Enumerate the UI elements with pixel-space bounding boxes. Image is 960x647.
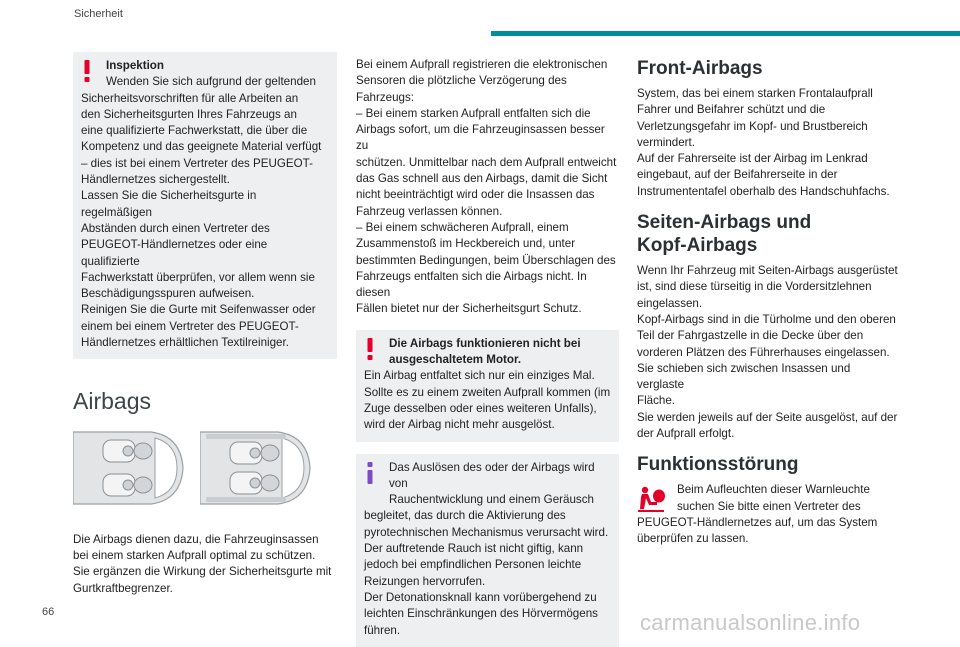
info-line: Das Auslösen des oder der Airbags wird von xyxy=(389,460,595,490)
vehicle-cabin-side-illustration xyxy=(200,426,312,510)
front-text-line: eingebaut, auf der Beifahrerseite in der xyxy=(637,168,838,182)
side-text-line: Wenn Ihr Fahrzeug mit Seiten-Airbags ausgerüstet xyxy=(637,264,898,278)
info-line: führen. xyxy=(364,623,401,637)
deployment-text-line: Fällen bietet nur der Sicherheitsgurt Schutz. xyxy=(356,302,582,316)
info-line: begleitet, das durch die Aktivierung des xyxy=(364,509,566,523)
fault-text-line: Beim Aufleuchten dieser Warnleuchte xyxy=(677,483,870,497)
side-text-line: Teil der Fahrgastzelle in die Decke über den xyxy=(637,329,864,343)
front-text-line: vermindert. xyxy=(637,135,695,149)
warning-line: wird der Airbag nicht mehr ausgelöst. xyxy=(364,418,555,432)
side-text-line: ist, sind diese türseitig in die Vordersitzlehnen xyxy=(637,280,872,294)
column-middle xyxy=(356,57,619,647)
info-line: jedoch bei empfindlichen Personen leichte xyxy=(364,558,582,572)
warning-title: ausgeschaltetem Motor. xyxy=(389,353,522,367)
warning-title: Die Airbags funktionieren nicht bei xyxy=(389,336,581,350)
inspection-line: Reinigen Sie die Gurte mit Seifenwasser oder xyxy=(81,303,316,317)
front-airbags-heading: Front-Airbags xyxy=(637,58,763,79)
info-icon xyxy=(364,462,376,484)
inspection-title: Inspektion xyxy=(106,59,164,72)
inspection-line: Sicherheitsvorschriften für alle Arbeiten an xyxy=(81,91,299,105)
inspection-line: Fachwerkstatt überprüfen, vor allem wenn sie xyxy=(81,270,315,284)
inspection-line: PEUGEOT-Händlernetzes oder eine qualifizierte xyxy=(81,238,268,268)
deployment-text-line: Bei einem Aufprall registrieren die elektronischen xyxy=(356,58,608,71)
inspection-line: Beschädigungsspuren aufweisen. xyxy=(81,287,255,301)
inspection-line: Kompetenz und das geeignete Material verfügt xyxy=(81,140,322,154)
header-accent-bar xyxy=(491,31,960,36)
inspection-line: eine qualifizierte Fachwerkstatt, die über die xyxy=(81,124,308,138)
column-left xyxy=(73,52,337,597)
airbags-text-line: Die Airbags dienen dazu, die Fahrzeuginsassen xyxy=(73,532,319,546)
smoke-info-box xyxy=(356,454,619,647)
info-line: leichten Einschränkungen des Hörvermögens xyxy=(364,607,598,621)
warning-line: Zuge desselben oder eines weiteren Unfalls), xyxy=(364,401,597,415)
airbag-warning-light-icon xyxy=(637,485,667,513)
info-line: Der auftretende Rauch ist nicht giftig, kann xyxy=(364,542,584,556)
side-text-line: eingelassen. xyxy=(637,296,703,310)
front-text-line: Verletzungsgefahr im Kopf- und Brustbereich xyxy=(637,119,868,133)
deployment-text-line: Airbags sofort, um die Fahrzeuginsassen besser zu xyxy=(356,123,605,153)
side-text-line: Fläche. xyxy=(637,394,676,408)
deployment-text-line: Sensoren die plötzliche Verzögerung des xyxy=(356,74,567,88)
fault-text-line: suchen Sie bitte einen Vertreter des xyxy=(677,499,861,513)
deployment-text-line: – Bei einem schwächeren Aufprall, einem xyxy=(356,220,569,234)
info-line: Rauchentwicklung und einem Geräusch xyxy=(389,493,594,507)
side-text-line: Sie schieben sich zwischen Insassen und verglaste xyxy=(637,361,851,392)
deployment-text-line: schützen. Unmittelbar nach dem Aufprall entweicht xyxy=(356,155,617,169)
vehicle-cabin-front-illustration xyxy=(73,426,185,510)
airbags-text-line: Sie ergänzen die Wirkung der Sicherheitsgurte mit xyxy=(73,565,332,579)
fault-text-line: PEUGEOT-Händlernetzes auf, um das System xyxy=(637,515,878,529)
deployment-text-line: nicht beeinträchtigt wird oder die Insassen das xyxy=(356,188,595,202)
side-heading-line: Seiten-Airbags und xyxy=(637,212,812,234)
warning-line: Ein Airbag entfaltet sich nur ein einziges Mal. xyxy=(364,369,595,383)
inspection-line: den Sicherheitsgurten Ihres Fahrzeugs an xyxy=(81,107,297,121)
warning-exclamation-icon xyxy=(81,60,93,82)
airbags-text-line: Gurtkraftbegrenzer. xyxy=(73,581,173,595)
watermark: carmanualsonline.info xyxy=(640,610,861,635)
info-line: Der Detonationsknall kann vorübergehend zu xyxy=(364,590,597,604)
deployment-text-line: Fahrzeug verlassen können. xyxy=(356,204,503,218)
info-line: Reizungen hervorrufen. xyxy=(364,574,486,588)
page-number: 66 xyxy=(42,606,55,618)
inspection-line: einem bei einem Vertreter des PEUGEOT- xyxy=(81,319,299,333)
deployment-text-line: bestimmten Bedingungen, beim Überschlagen des xyxy=(356,253,616,267)
side-text-line: der Aufprall erfolgt. xyxy=(637,427,735,441)
front-text-line: Instrumententafel oberhalb des Handschuhfachs. xyxy=(637,184,890,198)
deployment-text-line: Fahrzeugs entfalten sich die Airbags nicht. In diesen xyxy=(356,269,587,300)
side-text-line: vorderen Plätzen des Führerhauses eingelassen. xyxy=(637,345,890,359)
info-line: pyrotechnischen Mechanismus verursacht wird. xyxy=(364,525,609,539)
front-text-line: Auf der Fahrerseite ist der Airbag im Lenkrad xyxy=(637,152,868,166)
inspection-line: Händlernetzes sichergestellt. xyxy=(81,173,230,187)
side-text-line: Kopf-Airbags sind in die Türholme und den oberen xyxy=(637,312,896,326)
airbags-heading: Airbags xyxy=(73,388,151,415)
engine-off-warning-box xyxy=(356,330,619,442)
column-right xyxy=(637,57,900,548)
fault-text-line: überprüfen zu lassen. xyxy=(637,532,749,546)
fault-heading: Funktionsstörung xyxy=(637,454,799,476)
header-section-title: Sicherheit xyxy=(74,8,123,20)
inspection-line: Abständen durch einen Vertreter des xyxy=(81,221,270,235)
inspection-box xyxy=(73,52,337,359)
airbags-text-line: bei einem starken Aufprall optimal zu schützen. xyxy=(73,548,316,562)
airbag-illustrations xyxy=(73,426,337,510)
deployment-text-line: Fahrzeugs: xyxy=(356,90,414,104)
side-airbags-heading xyxy=(637,211,900,257)
front-text-line: System, das bei einem starken Frontalaufprall xyxy=(637,87,873,100)
deployment-text-line: – Bei einem starken Aufprall entfalten sich die xyxy=(356,106,591,120)
warning-line: Sollte es zu einem zweiten Aufprall kommen (im xyxy=(364,385,611,399)
fault-block xyxy=(637,482,900,547)
deployment-text-line: Zusammenstoß im Heckbereich und, unter xyxy=(356,237,576,251)
inspection-line: Lassen Sie die Sicherheitsgurte in regelmäßigen xyxy=(81,189,257,219)
warning-exclamation-icon xyxy=(364,338,376,360)
front-text-line: Fahrer und Beifahrer schützt und die xyxy=(637,103,826,117)
side-heading-line: Kopf-Airbags xyxy=(637,235,758,257)
inspection-line: – dies ist bei einem Vertreter des PEUGEOT- xyxy=(81,156,313,170)
inspection-line: Wenden Sie sich aufgrund der geltenden xyxy=(106,75,316,89)
deployment-text-line: das Gas schnell aus den Airbags, damit die Sicht xyxy=(356,172,608,186)
side-text-line: Sie werden jeweils auf der Seite ausgelöst, auf der xyxy=(637,410,898,424)
inspection-line: Händlernetzes erhältlichen Textilreiniger. xyxy=(81,336,289,350)
